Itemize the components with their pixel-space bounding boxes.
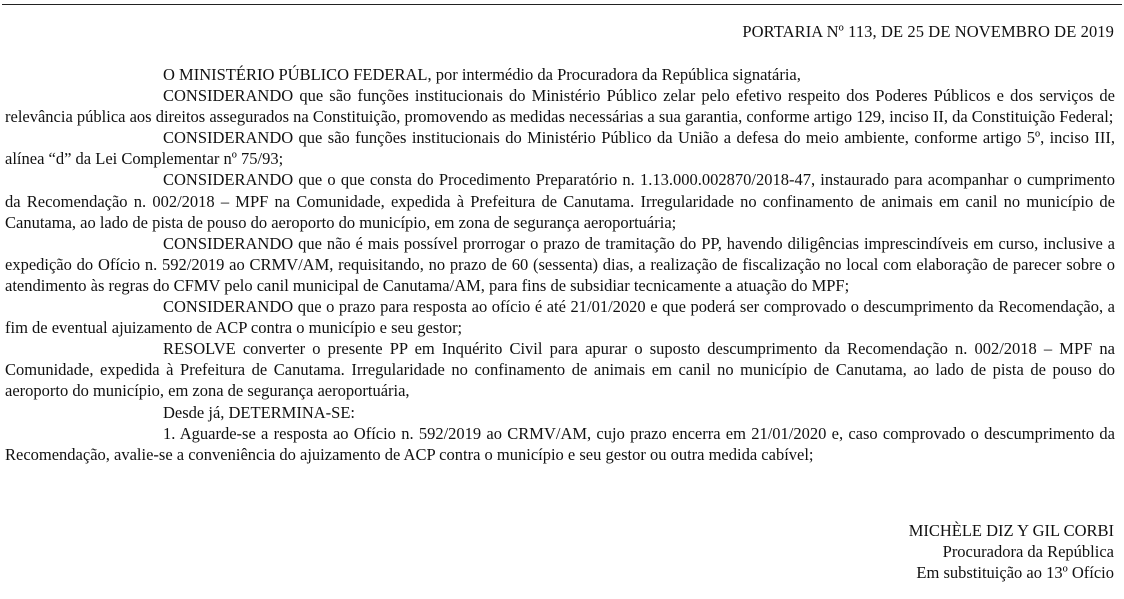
considerando-paragraph-4: CONSIDERANDO que não é mais possível prorrogar o prazo de tramitação do PP, havendo diligências imprescindíveis em curso, inclusive a expedição do Ofício n. 592/2019 ao CRMV/AM, requisitando, no prazo de 60 (sessenta) dias, a realização de fiscalização no local com elaboração de parecer sobre o atendimento às regras do CFMV pelo canil municipal de Canutama/AM, para fins de subsidiar tecnicamente a atuação do MPF; <box>5 233 1115 295</box>
signer-name: MICHÈLE DIZ Y GIL CORBI <box>908 521 1114 540</box>
resolve-paragraph: RESOLVE converter o presente PP em Inquérito Civil para apurar o suposto descumprimento da Recomendação n. 002/2018 – MPF na Comunidade, expedida à Prefeitura de Canutama. Irregularidade no confinamento de animais em canil no município de Canutama, ao lado de pista de pouso do aeroporto do município, em zona de segurança aeroportuária, <box>5 339 1115 401</box>
signature-block <box>909 520 1114 583</box>
determina-paragraph: Desde já, DETERMINA-SE: <box>163 402 356 422</box>
signer-role: Procuradora da República <box>942 542 1114 561</box>
document-body <box>5 64 1115 465</box>
determination-item-1: 1. Aguarde-se a resposta ao Ofício n. 592/2019 ao CRMV/AM, cujo prazo encerra em 21/01/2020 e, caso comprovado o descumprimento da Recomendação, avalie-se a conveniência do ajuizamento de ACP contra o município e seu gestor ou outra medida cabível; <box>5 423 1115 464</box>
considerando-paragraph-1: CONSIDERANDO que são funções institucionais do Ministério Público zelar pelo efetivo respeito dos Poderes Públicos e dos serviços de relevância pública aos direitos assegurados na Constituição, promovendo as medidas necessárias a sua garantia, conforme artigo 129, inciso II, da Constituição Federal; <box>5 86 1115 127</box>
document-title: PORTARIA Nº 113, DE 25 DE NOVEMBRO DE 2019 <box>742 22 1114 41</box>
signer-note: Em substituição ao 13º Ofício <box>916 563 1114 582</box>
top-divider <box>2 4 1122 5</box>
intro-paragraph: O MINISTÉRIO PÚBLICO FEDERAL, por intermédio da Procuradora da República signatária, <box>163 65 801 84</box>
considerando-paragraph-5: CONSIDERANDO que o prazo para resposta ao ofício é até 21/01/2020 e que poderá ser comprovado o descumprimento da Recomendação, a fim de eventual ajuizamento de ACP contra o município e seu gestor; <box>5 297 1115 338</box>
considerando-paragraph-3: CONSIDERANDO que o que consta do Procedimento Preparatório n. 1.13.000.002870/2018-47, instaurado para acompanhar o cumprimento da Recomendação n. 002/2018 – MPF na Comunidade, expedida à Prefeitura de Canutama. Irregularidade no confinamento de animais em canil no município de Canutama, ao lado de pista de pouso do aeroporto do município, em zona de segurança aeroportuária; <box>5 170 1115 232</box>
considerando-paragraph-2: CONSIDERANDO que são funções institucionais do Ministério Público da União a defesa do meio ambiente, conforme artigo 5º, inciso III, alínea “d” da Lei Complementar nº 75/93; <box>5 128 1115 169</box>
